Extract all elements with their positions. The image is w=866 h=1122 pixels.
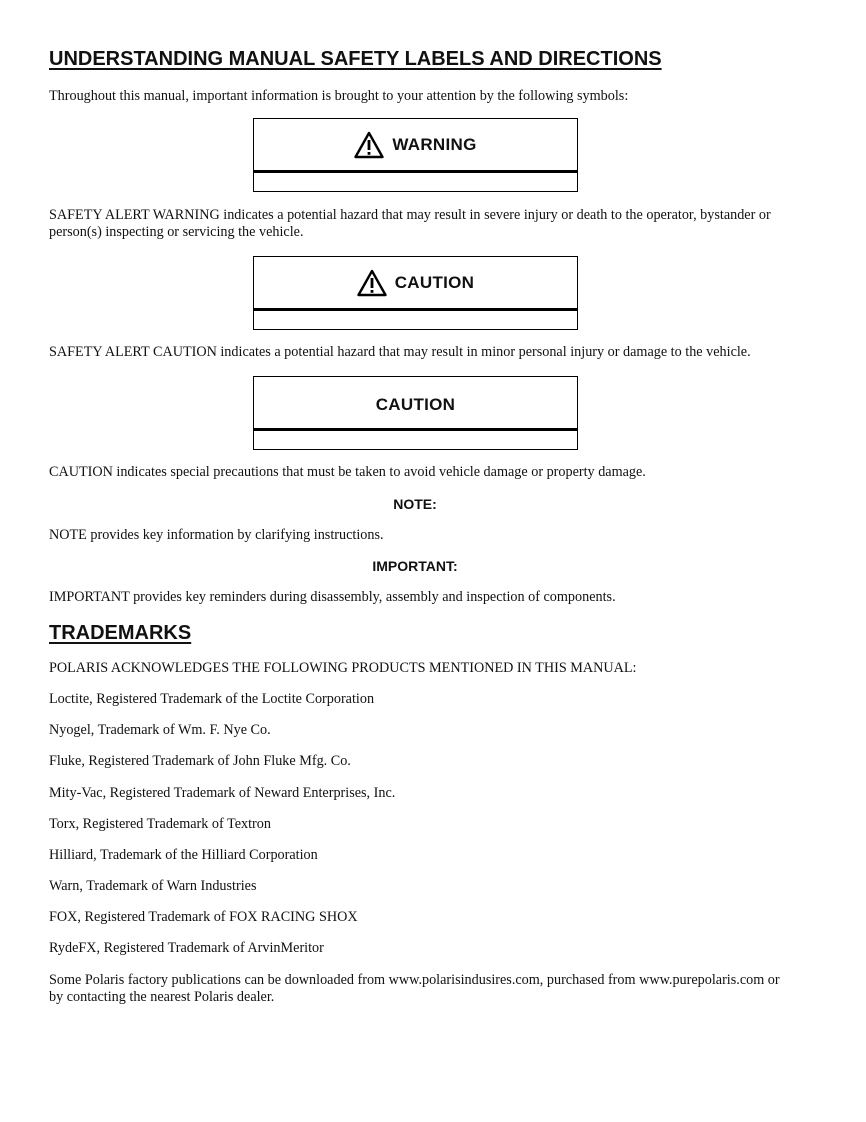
caution-description: CAUTION indicates special precautions that must be taken to avoid vehicle damage or property damage. [49,464,646,480]
trademark-item: Torx, Registered Trademark of Textron [49,816,271,832]
warning-description: SAFETY ALERT WARNING indicates a potential hazard that may result in severe injury or death to the operator, bystander or person(s) inspecting or servicing the vehicle. [49,207,771,240]
trademark-item: Hilliard, Trademark of the Hilliard Corporation [49,847,318,863]
trademarks-heading: TRADEMARKS [49,622,192,644]
trademark-item: RydeFX, Registered Trademark of ArvinMeritor [49,940,324,956]
trademark-item: Loctite, Registered Trademark of the Loctite Corporation [49,691,375,707]
trademark-item: Nyogel, Trademark of Wm. F. Nye Co. [49,722,271,738]
publications-footer: Some Polaris factory publications can be downloaded from www.polarisindusires.com, purchased from www.purepolaris.com or by contacting the nearest Polaris dealer. [49,972,780,1005]
trademark-item: Mity-Vac, Registered Trademark of Neward Enterprises, Inc. [49,785,396,801]
page-title: UNDERSTANDING MANUAL SAFETY LABELS AND DIRECTIONS [49,48,662,70]
label-divider [254,308,577,311]
important-description: IMPORTANT provides key reminders during disassembly, assembly and inspection of components. [49,589,616,605]
trademark-item: FOX, Registered Trademark of FOX RACING SHOX [49,909,358,925]
safety-caution-label-text: CAUTION [394,273,475,292]
safety-caution-label-box [253,256,578,330]
intro-text: Throughout this manual, important information is brought to your attention by the following symbols: [49,88,629,104]
label-divider [254,428,577,431]
note-label: NOTE: [393,496,437,512]
caution-label-text: CAUTION [375,395,456,414]
safety-caution-description: SAFETY ALERT CAUTION indicates a potential hazard that may result in minor personal injury or damage to the vehicle. [49,344,751,360]
important-label: IMPORTANT: [372,558,458,574]
trademarks-intro: POLARIS ACKNOWLEDGES THE FOLLOWING PRODUCTS MENTIONED IN THIS MANUAL: [49,660,637,676]
trademark-item: Warn, Trademark of Warn Industries [49,878,257,894]
alert-triangle-icon [354,131,384,159]
warning-label-text: WARNING [392,135,477,154]
label-divider [254,170,577,173]
trademark-item: Fluke, Registered Trademark of John Fluke Mfg. Co. [49,753,351,769]
alert-triangle-icon [357,269,387,297]
note-description: NOTE provides key information by clarifying instructions. [49,527,384,543]
warning-label-box [253,118,578,192]
caution-label-box [253,376,578,450]
